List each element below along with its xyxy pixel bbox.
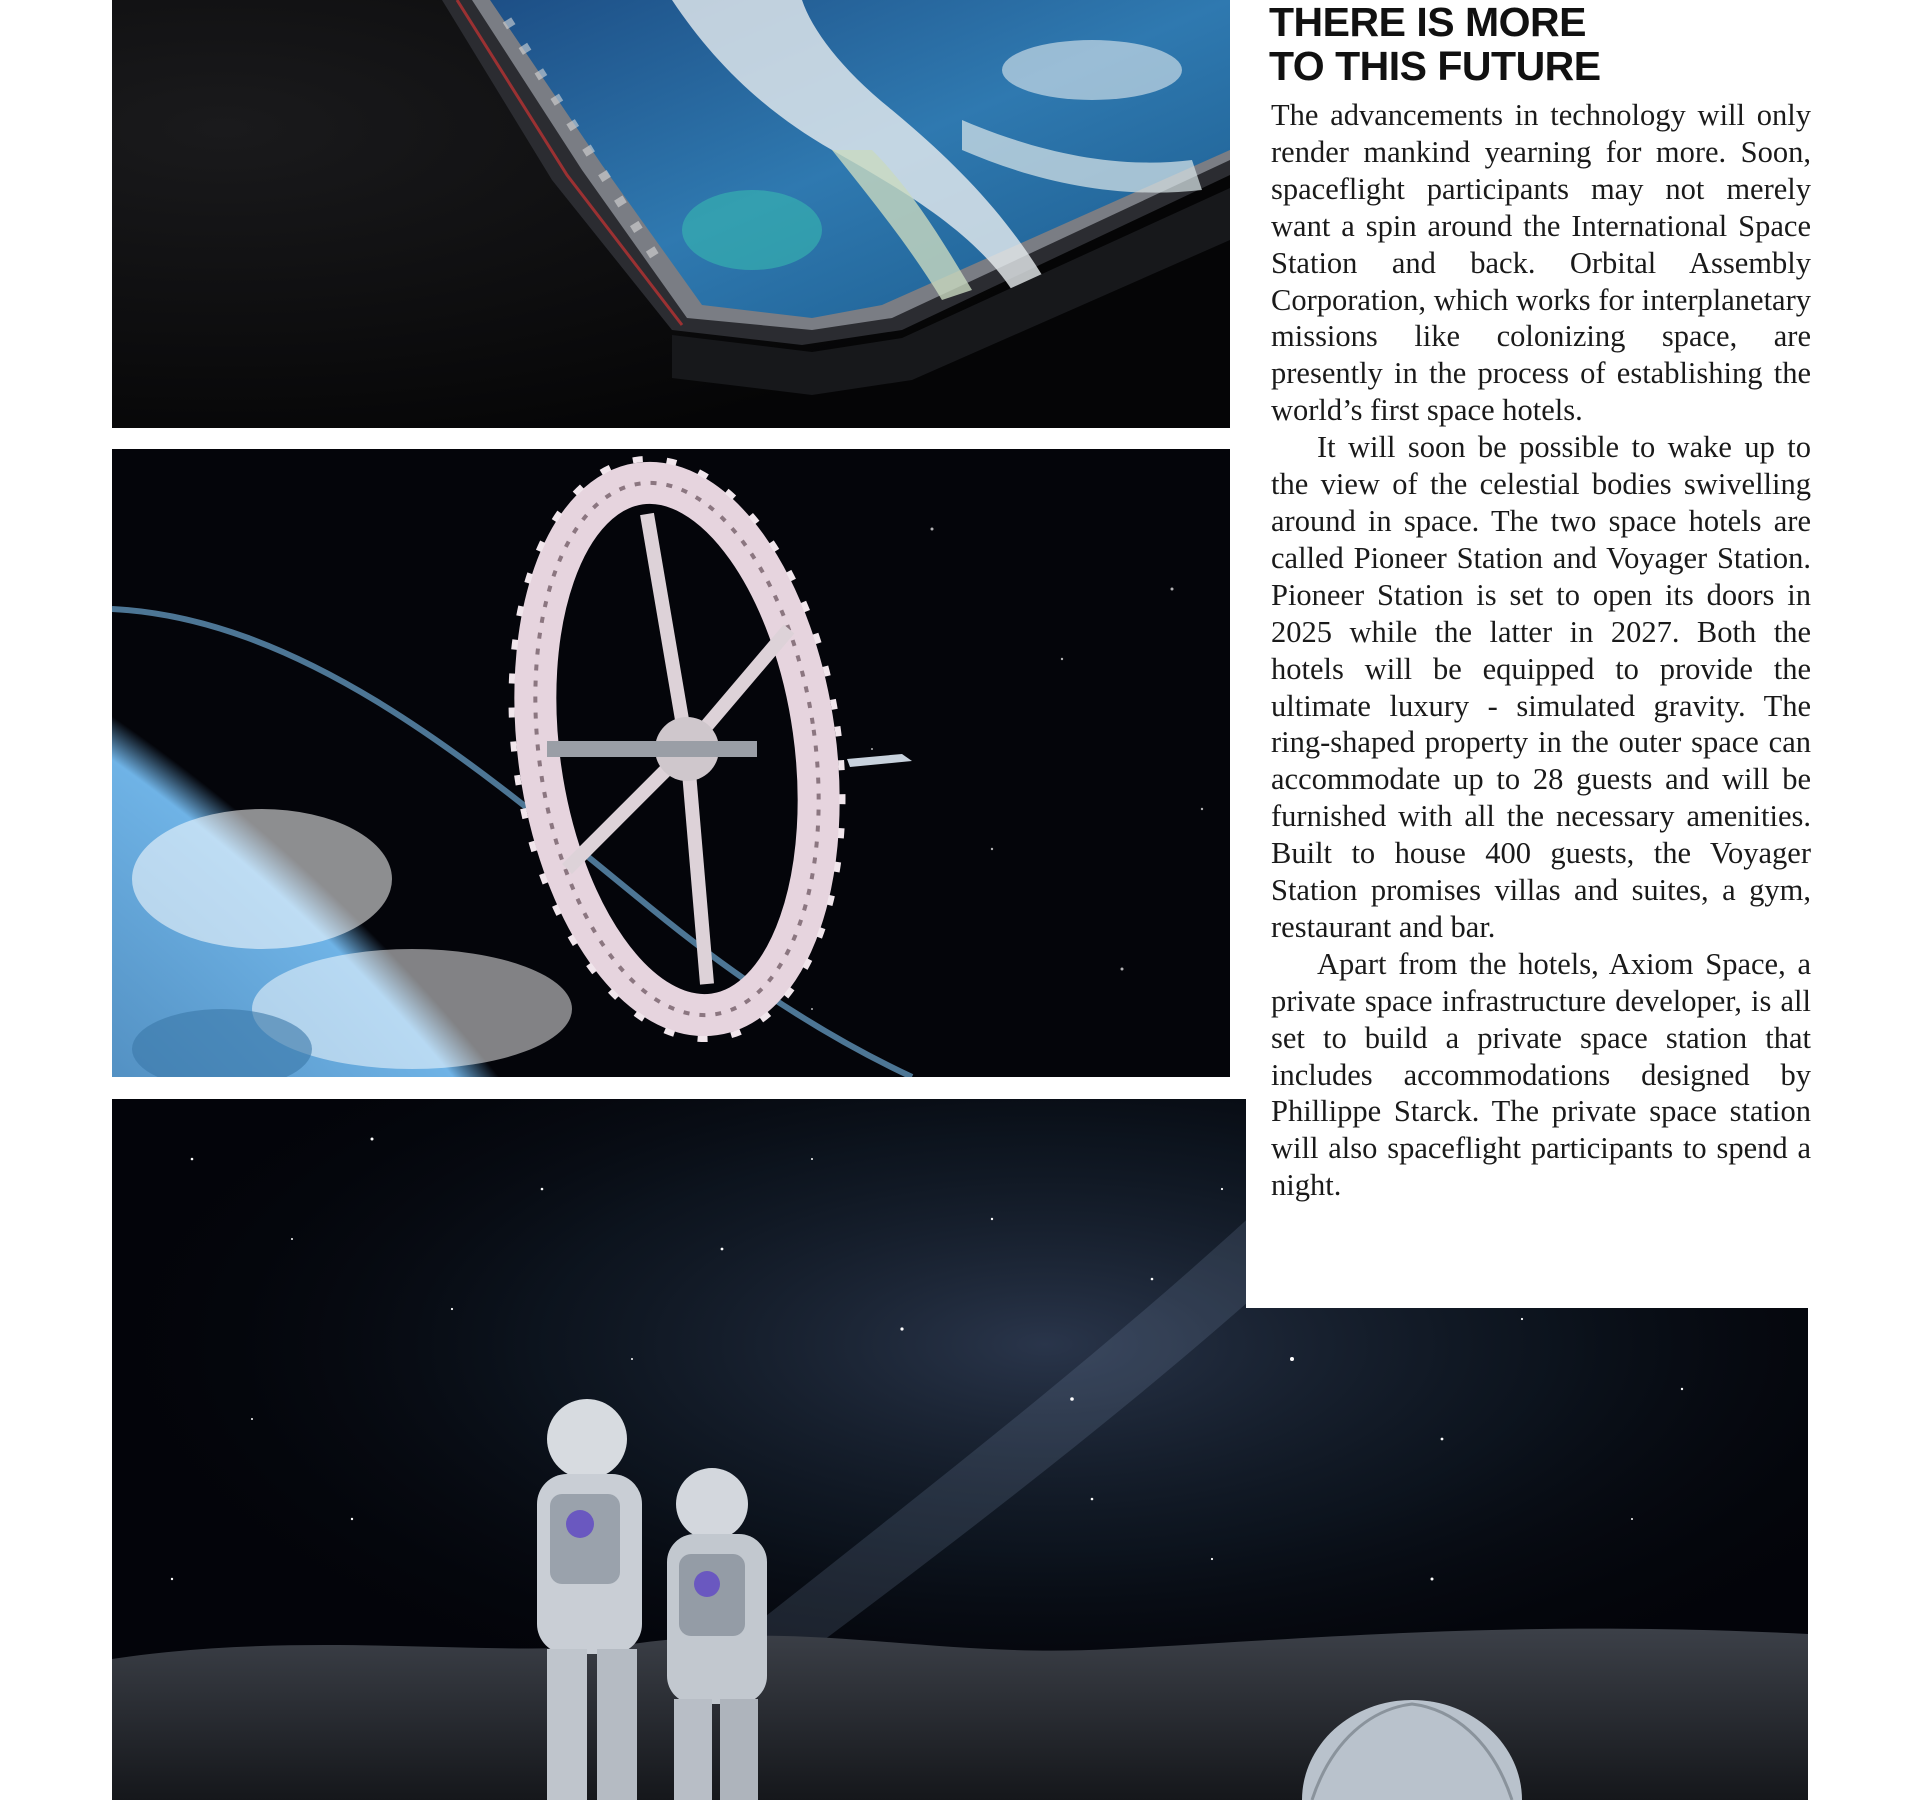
photo-earth-through-window: [112, 0, 1230, 428]
article-heading-line-1: THERE IS MORE: [1269, 0, 1586, 45]
article-body: [1271, 97, 1811, 1204]
article-paragraph: It will soon be possible to wake up to the view of the celestial bodies swivelling around in space. The two space hotels are called Pioneer Station and Voyager Station. Pioneer Station is set to open its doors in 2025 while the latter in 2027. Both the hotels will be equipped to provide the ultimate luxury - simulated gravity. The ring-shaped property in the outer space can accommodate up to 28 guests and will be furnished with all the necessary amenities. Built to house 400 guests, the Voyager Station promises villas and suites, a gym, restaurant and bar.: [1271, 430, 1811, 944]
photo-voyager-station: [112, 449, 1230, 1077]
space-station-illustration: [112, 449, 1230, 1077]
earth-window-illustration: [112, 0, 1230, 428]
article-heading-line-2: TO THIS FUTURE: [1269, 43, 1601, 89]
article-paragraph: Apart from the hotels, Axiom Space, a private space infrastructure developer, is all set to build a private space station that includes accommodations designed by Phillippe Starck. The private space station will also spaceflight participants to spend a night.: [1271, 946, 1811, 1203]
article-paragraph: The advancements in technology will only render mankind yearning for more. Soon, spaceflight participants may not merely want a spin around the International Space Station and back. Orbital Assembly Corporation, which works for interplanetary missions like colonizing space, are presently in the process of establishing the world’s first space hotels.: [1271, 98, 1811, 428]
article-heading: [1269, 0, 1789, 88]
